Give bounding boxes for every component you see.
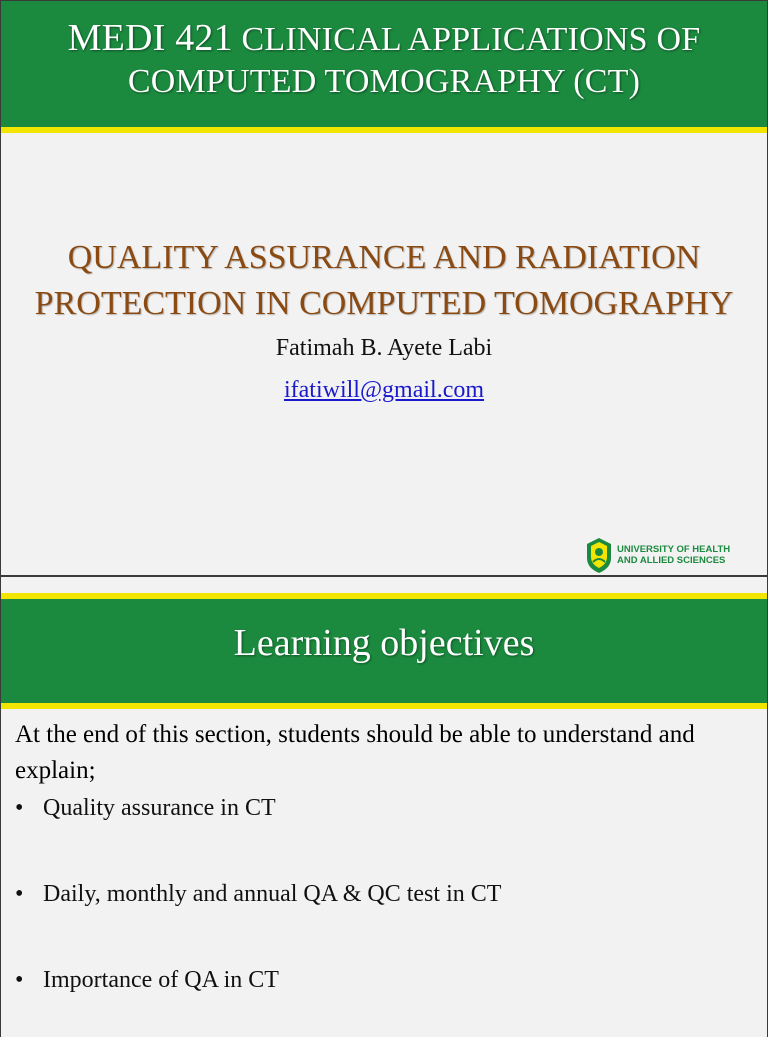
author-email-link[interactable]: ifatiwill@gmail.com	[283, 377, 485, 403]
title-banner-accent	[1, 127, 767, 133]
lecture-title-line1: QUALITY ASSURANCE AND RADIATION	[67, 239, 701, 276]
course-title	[1, 17, 767, 103]
list-item: • Daily, monthly and annual QA & QC test in CT	[15, 881, 502, 907]
bullet-icon: •	[15, 795, 24, 821]
bullet-icon: •	[15, 881, 24, 907]
university-crest-icon	[585, 536, 613, 574]
course-title-line1: CLINICAL APPLICATIONS OF	[241, 21, 701, 58]
objectives-banner-accent-bottom	[1, 703, 767, 709]
lecture-title	[1, 235, 767, 327]
logo-text-line1: UNIVERSITY OF HEALTH	[617, 544, 731, 555]
list-item: • Quality assurance in CT	[15, 795, 276, 821]
objectives-title: Learning objectives	[233, 622, 535, 664]
author-name: Fatimah B. Ayete Labi	[275, 335, 493, 361]
objectives-list	[15, 795, 501, 1037]
bullet-icon: •	[15, 967, 24, 993]
university-logo	[585, 535, 730, 575]
list-item: • Importance of QA in CT	[15, 967, 279, 993]
course-code: MEDI 421	[67, 17, 233, 59]
course-title-line2: COMPUTED TOMOGRAPHY (CT)	[127, 63, 641, 100]
lecture-title-line2: PROTECTION IN COMPUTED TOMOGRAPHY	[34, 285, 734, 322]
objectives-intro: At the end of this section, students should be able to understand and explain;	[15, 721, 695, 784]
logo-text-line2: AND ALLIED SCIENCES	[617, 555, 726, 566]
objectives-slide	[0, 576, 768, 1037]
